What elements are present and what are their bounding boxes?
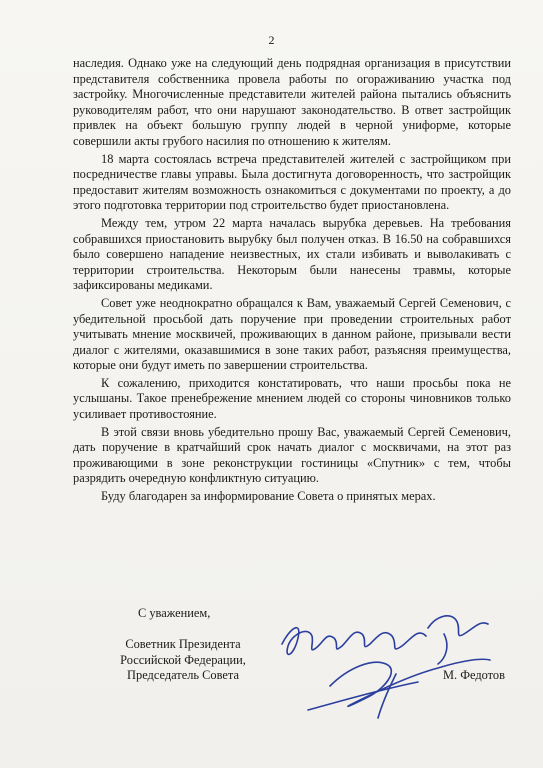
page-number: 2	[268, 33, 275, 47]
paragraph-2: 18 марта состоялась встреча представителей жителей с застройщиком при посредничестве главы управы. Была достигнута договоренность, что застройщик предоставит жителям возможность ознакомиться с документами по проекту, а до этого подготовка территории под строительство будет приостановлена.	[73, 151, 511, 213]
handwritten-signature	[268, 598, 498, 728]
signer-position	[90, 637, 276, 684]
paragraph-4: Совет уже неоднократно обращался к Вам, уважаемый Сергей Семенович, с убедительной просьбой дать поручение при проведении строительных работ учитывать мнение москвичей, проживающих в данном районе, призывали вести диалог с жителями, оказавшимися в зоне таких работ, разъясняя преимущества, которые они будут иметь по завершении строительства.	[73, 295, 511, 373]
closing-salutation: С уважением,	[138, 606, 211, 620]
signer-name: М. Федотов	[443, 668, 505, 682]
letter-body	[73, 56, 511, 507]
paragraph-3: Между тем, утром 22 марта началась вырубка деревьев. На требования собравшихся приостановить вырубку был получен отказ. В 16.50 на собравшихся было совершено нападение неизвестных, их стали избивать и выволакивать с территории строительства. Некоторым были нанесены травмы, которые зафиксированы медиками.	[73, 215, 511, 293]
position-line-2: Российской Федерации,	[120, 652, 246, 667]
position-line-1: Советник Президента	[125, 637, 241, 651]
paragraph-7: Буду благодарен за информирование Совета о принятых мерах.	[101, 489, 436, 504]
paragraph-1: наследия. Однако уже на следующий день подрядная организация в присутствии представителя собственника провела работы по огораживанию участка под застройку. Многочисленные представители жителей района пытались объяснить руководителям работ, что они нарушают законодательство. В ответ застройщик привлек на объект большую группу людей в черной униформе, которые совершили акты грубого насилия по отношению к жителям.	[73, 56, 511, 148]
position-line-3: Председатель Совета	[127, 668, 239, 683]
paragraph-5: К сожалению, приходится констатировать, что наши просьбы пока не услышаны. Такое пренебрежение мнением людей со стороны чиновников только усиливает противостояние.	[73, 375, 511, 422]
paragraph-6: В этой связи вновь убедительно прошу Вас, уважаемый Сергей Семенович, дать поручение в кратчайший срок начать диалог с москвичами, на этот раз проживающими в зоне реконструкции гостиницы «Спутник» с тем, чтобы разрядить очередную конфликтную ситуацию.	[73, 424, 511, 486]
